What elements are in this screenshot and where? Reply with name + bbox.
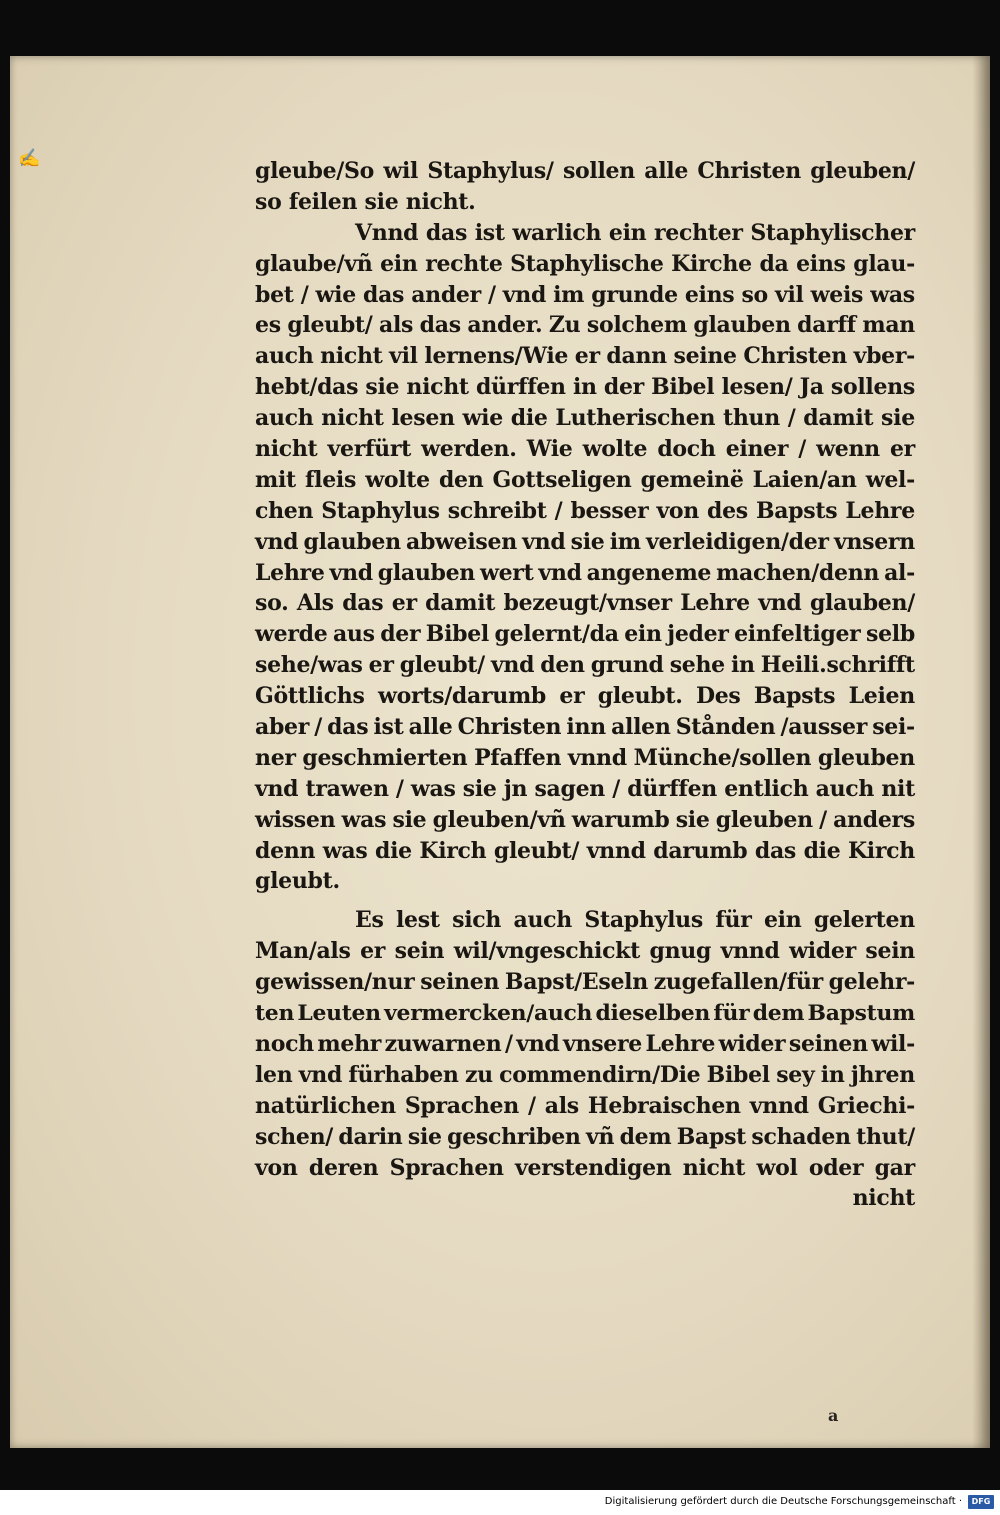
text-line: aber / das ist alle Christen inn allen Stånden /ausser sei- bbox=[255, 714, 915, 741]
text-line: so. Als das er damit bezeugt/vnser Lehre vnd glauben/ bbox=[255, 590, 915, 617]
text-block bbox=[255, 156, 915, 1214]
text-line: hebt/das sie nicht dürffen in der Bibel lesen/ Ja sollens bbox=[255, 374, 915, 401]
margin-mark: ✍ bbox=[18, 148, 41, 169]
footer-bar bbox=[0, 1490, 1000, 1515]
text-line: wissen was sie gleuben/vñ warumb sie gleuben / anders bbox=[255, 806, 915, 833]
text-line: ner geschmierten Pfaffen vnnd Münche/sollen gleuben bbox=[255, 744, 915, 771]
text-line: len vnd fürhaben zu commendirn/Die Bibel sey in jhren bbox=[255, 1061, 915, 1088]
text-line: auch nicht lesen wie die Lutherischen thun / damit sie bbox=[255, 405, 915, 432]
text-line: ten Leuten vermercken/auch dieselben für dem Bapstum bbox=[255, 1000, 915, 1027]
paragraph-gap bbox=[255, 897, 915, 905]
text-line: natürlichen Sprachen / als Hebraischen vnnd Griechi- bbox=[255, 1092, 915, 1119]
text-line: werde aus der Bibel gelernt/da ein jeder einfeltiger selb bbox=[255, 621, 915, 648]
text-line: auch nicht vil lernens/Wie er dann seine Christen vber- bbox=[255, 343, 915, 370]
text-line: Es lest sich auch Staphylus für ein gelerten bbox=[355, 907, 915, 934]
text-line: von deren Sprachen verstendigen nicht wol oder gar bbox=[255, 1154, 915, 1181]
dfg-logo: DFG bbox=[968, 1495, 994, 1509]
text-line: so feilen sie nicht. bbox=[255, 188, 476, 215]
text-line: nicht bbox=[852, 1185, 915, 1212]
text-line: gleubt. bbox=[255, 868, 340, 895]
text-line: Lehre vnd glauben wert vnd angeneme machen/denn al- bbox=[255, 559, 915, 586]
text-line: nicht verfürt werden. Wie wolte doch einer / wenn er bbox=[255, 436, 915, 463]
text-line: schen/ darin sie geschriben vñ dem Bapst schaden thut/ bbox=[255, 1123, 915, 1150]
text-line: gleube/So wil Staphylus/ sollen alle Christen gleuben/ bbox=[255, 158, 915, 184]
text-line: noch mehr zuwarnen / vnd vnsere Lehre wider seinen wil- bbox=[255, 1030, 915, 1057]
text-line: es gleubt/ als das ander. Zu solchem glauben darff man bbox=[255, 312, 915, 339]
text-line: Vnnd das ist warlich ein rechter Staphylischer bbox=[355, 219, 915, 246]
text-line: bet / wie das ander / vnd im grunde eins so vil weis was bbox=[255, 281, 915, 308]
text-line: vnd trawen / was sie jn sagen / dürffen entlich auch nit bbox=[255, 775, 915, 802]
text-line: Man/als er sein wil/vngeschickt gnug vnnd wider sein bbox=[255, 938, 915, 965]
footer-credit: Digitalisierung gefördert durch die Deutsche Forschungsgemeinschaft · bbox=[604, 1496, 962, 1507]
text-line: mit fleis wolte den Gottseligen gemeinë Laien/an wel- bbox=[255, 466, 915, 493]
text-line: vnd glauben abweisen vnd sie im verleidigen/der vnsern bbox=[255, 528, 915, 555]
text-line: Göttlichs worts/darumb er gleubt. Des Bapsts Leien bbox=[255, 683, 915, 710]
book-page bbox=[10, 56, 990, 1448]
signature-mark: a bbox=[828, 1406, 839, 1425]
page-spine-shadow bbox=[972, 56, 990, 1448]
text-line: chen Staphylus schreibt / besser von des Bapsts Lehre bbox=[255, 497, 915, 524]
text-line: sehe/was er gleubt/ vnd den grund sehe in Heili.schrifft bbox=[255, 652, 915, 679]
text-line: glaube/vñ ein rechte Staphylische Kirche da eins glau- bbox=[255, 250, 915, 277]
text-line: denn was die Kirch gleubt/ vnnd darumb das die Kirch bbox=[255, 837, 915, 864]
text-line: gewissen/nur seinen Bapst/Eseln zugefallen/für gelehr- bbox=[255, 969, 915, 996]
